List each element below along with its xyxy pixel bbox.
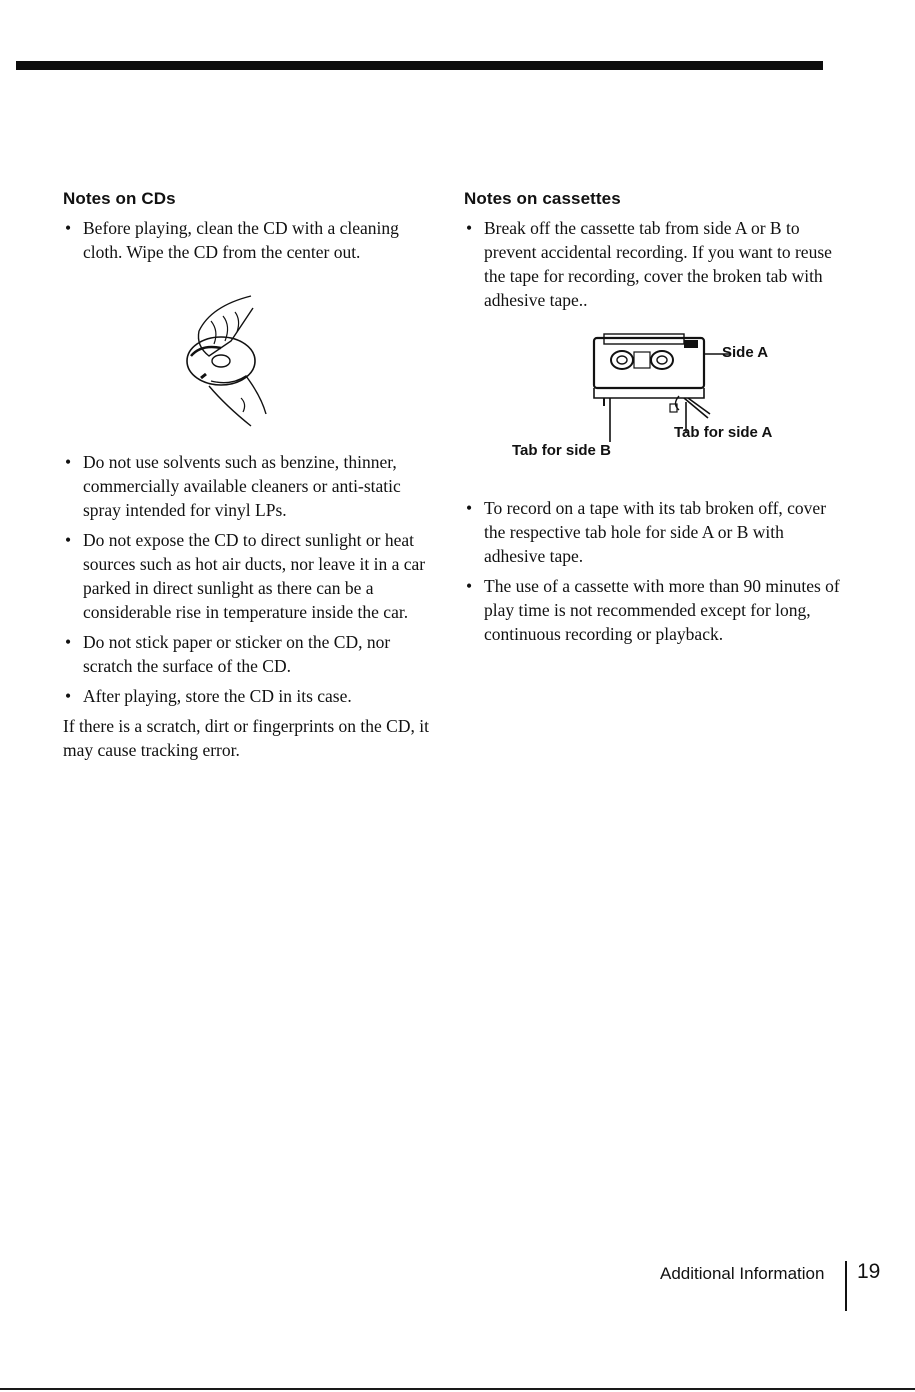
list-item xyxy=(63,528,433,624)
list-item xyxy=(63,684,433,708)
list-item xyxy=(464,216,844,312)
cd-tracking-note: If there is a scratch, dirt or fingerprints on the CD, it may cause tracking error. xyxy=(63,716,429,760)
list-item xyxy=(63,630,433,678)
cassette-notes-column xyxy=(464,188,844,652)
bullet: • xyxy=(65,452,72,472)
top-rule xyxy=(16,61,823,70)
cassette-note-record: To record on a tape with its tab broken off, cover the respective tab hole for side A or B with adhesive tape. xyxy=(484,498,827,566)
list-item xyxy=(63,216,433,264)
bottom-rule xyxy=(0,1388,915,1390)
list-item xyxy=(464,496,844,568)
footer-section-label: Additional Information xyxy=(660,1264,825,1283)
cd-note-sticker: Do not stick paper or sticker on the CD, nor scratch the surface of the CD. xyxy=(83,632,391,676)
footer-divider xyxy=(845,1261,847,1311)
page-number: 19 xyxy=(857,1260,881,1283)
cd-wiping-illustration xyxy=(181,286,291,436)
bullet: • xyxy=(466,218,473,238)
side-a-label: Side A xyxy=(722,344,769,361)
cassette-notes-heading: Notes on cassettes xyxy=(464,189,621,208)
cd-note-clean: Before playing, clean the CD with a cleaning cloth. Wipe the CD from the center out. xyxy=(83,218,399,262)
bullet: • xyxy=(466,498,473,518)
bullet: • xyxy=(65,218,72,238)
cassette-note-90min: The use of a cassette with more than 90 minutes of play time is not recommended except for long, continuous recording or playback. xyxy=(484,576,840,644)
bullet: • xyxy=(65,530,72,550)
cd-note-sunlight: Do not expose the CD to direct sunlight or heat sources such as hot air ducts, nor leave it in a car parked in direct sunlight as there can be a considerable rise in temperature inside the car. xyxy=(83,530,426,622)
tab-side-a-label: Tab for side A xyxy=(674,424,773,441)
cd-notes-column xyxy=(63,188,433,762)
cd-note-store: After playing, store the CD in its case. xyxy=(83,686,352,706)
bullet: • xyxy=(65,632,72,652)
tab-side-b-label: Tab for side B xyxy=(512,442,611,459)
cd-note-solvents: Do not use solvents such as benzine, thinner, commercially available cleaners or anti-static spray intended for vinyl LPs. xyxy=(83,452,401,520)
bullet: • xyxy=(65,686,72,706)
cassette-note-tab: Break off the cassette tab from side A or B to prevent accidental recording. If you want to reuse the tape for recording, cover the broken tab with adhesive tape.. xyxy=(484,218,832,310)
list-item xyxy=(464,574,844,646)
cassette-tab-figure xyxy=(464,332,844,482)
cd-notes-heading: Notes on CDs xyxy=(63,189,176,208)
bullet: • xyxy=(466,576,473,596)
list-item xyxy=(63,450,433,522)
